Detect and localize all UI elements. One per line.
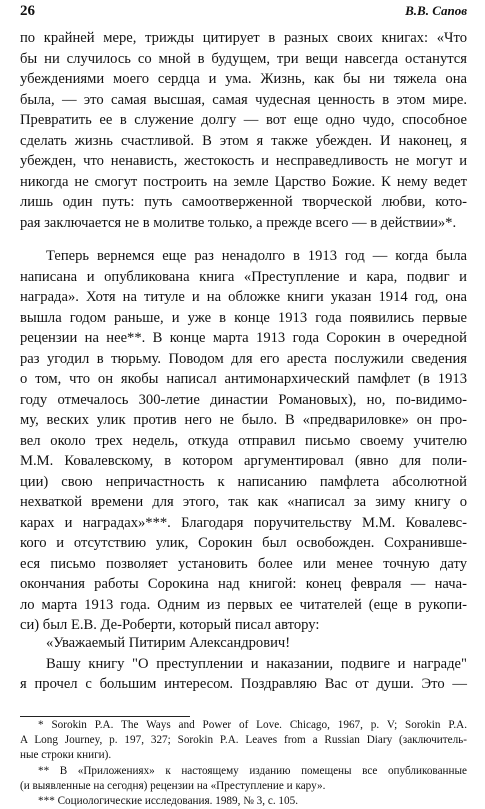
footnote-line: ** В «Приложениях» к настоящему изданию помещены все опубликованные — [38, 764, 467, 777]
footnotes — [20, 718, 467, 809]
text-line: му, веских улик против него не было. В «предвариловке» он про- — [20, 412, 467, 428]
text-line: М.М. Ковалевскому, в котором аргументировал (явно для поли- — [20, 453, 467, 469]
text-line: еся письмо позволяет установить более или менее точную дату — [20, 555, 467, 572]
running-head: В.В. Сапов — [405, 3, 467, 18]
text-line: Теперь вернемся еще раз ненадолго в 1913 год — когда была — [46, 248, 467, 264]
text-line: кого и отсутствию улик, Сорокин был освобожден. Сохранивше- — [20, 535, 467, 551]
paragraph-2 — [20, 246, 467, 636]
text-line: раз угодил в тюрьму. Поводом для его ареста послужили сведения — [20, 350, 467, 367]
text-line: си) был Е.В. Де-Роберти, который писал автору: — [20, 617, 320, 633]
text-line: Превратить ее в служение долгу — вот еще одно чудо, способное — [20, 112, 467, 128]
text-line: нехваткой времени для этого, так как «написал за зиму книгу о — [20, 494, 467, 510]
text-line: году отмечалось 300-летие династии Романовых), но, по-видимо- — [20, 391, 467, 408]
text-line: Вашу книгу "О преступлении и наказании, подвиге и награде" — [46, 655, 467, 672]
page-number: 26 — [20, 3, 35, 19]
text-line: никогда не смогут построить на земле Царство Божие. К нему ведет — [20, 173, 467, 190]
letter-salutation: «Уважаемый Питирим Александрович! — [46, 635, 291, 651]
text-line: карах и наградах»***. Благодаря поручительству М.М. Ковалевс- — [20, 514, 467, 531]
footnote-line: *** Социологические исследования. 1989, № 3, с. 105. — [38, 795, 299, 808]
footnote-line: (и выявленные на сегодня) рецензии на «Преступление и кару». — [20, 779, 326, 792]
text-line: награда». Хотя на титуле и на обложке книги указан 1914 год, она — [20, 289, 467, 305]
page-header — [20, 3, 467, 25]
footnote-line: A Long Journey, p. 197, 327; Sorokin P.A. Leaves from a Russian Diary (заключитель- — [20, 734, 467, 747]
letter-quote — [20, 633, 467, 695]
text-line: рая заключается не в молитве только, а прежде всего — в действии»*. — [20, 214, 457, 231]
text-line: убеждениями моего сердца и ума. Жизнь, как бы ни тяжела она — [20, 71, 467, 87]
text-line: ло марта 1913 года. Одним из первых ее читателей (еще в рукопи- — [20, 596, 467, 613]
footnote-line: ные строки книги). — [20, 749, 112, 762]
text-line: о том, что он якобы написал антимонархический памфлет (в 1913 — [20, 371, 467, 387]
footnote-divider — [20, 716, 190, 717]
text-line: рецензии на нее**. В конце марта 1913 года Сорокин в очередной — [20, 330, 467, 346]
text-line: написана и опубликована книга «Преступление и кара, подвиг и — [20, 268, 467, 285]
text-line: сделать жизнь счастливой. В этом я также убежден. И наконец, я — [20, 132, 467, 149]
text-line: вышла годом раньше, и уже в конце 1913 года появились первые — [20, 309, 467, 326]
footnote-line: * Sorokin P.A. The Ways and Power of Love. Chicago, 1967, p. V; Sorokin P.A. — [38, 719, 467, 731]
text-line: лишь один путь: путь самоотверженной творческой любви, кото- — [20, 194, 467, 210]
text-line: ции) свою непричастность к написанию памфлета абсолютной — [20, 473, 467, 490]
text-line: убежден, что ненависть, жестокость и несправедливость не могут и — [20, 153, 467, 169]
text-line: вел около трех недель, откуда отправил письмо своему учителю — [20, 432, 467, 449]
text-line: окончания работы Сорокина над книгой: конец февраля — нача- — [20, 576, 467, 592]
text-line: бы ни случилось со мной в будущем, три вещи навсегда останутся — [20, 50, 467, 67]
text-line: по крайней мере, трижды цитирует в разных своих книгах: «Что — [20, 30, 467, 46]
paragraph-1 — [20, 28, 467, 233]
text-line: я прочел с большим интересом. Поздравляю Вас от души. Это — — [20, 676, 467, 692]
text-line: была, — это самая высшая, самая чудесная ценность в этом мире. — [20, 91, 467, 108]
